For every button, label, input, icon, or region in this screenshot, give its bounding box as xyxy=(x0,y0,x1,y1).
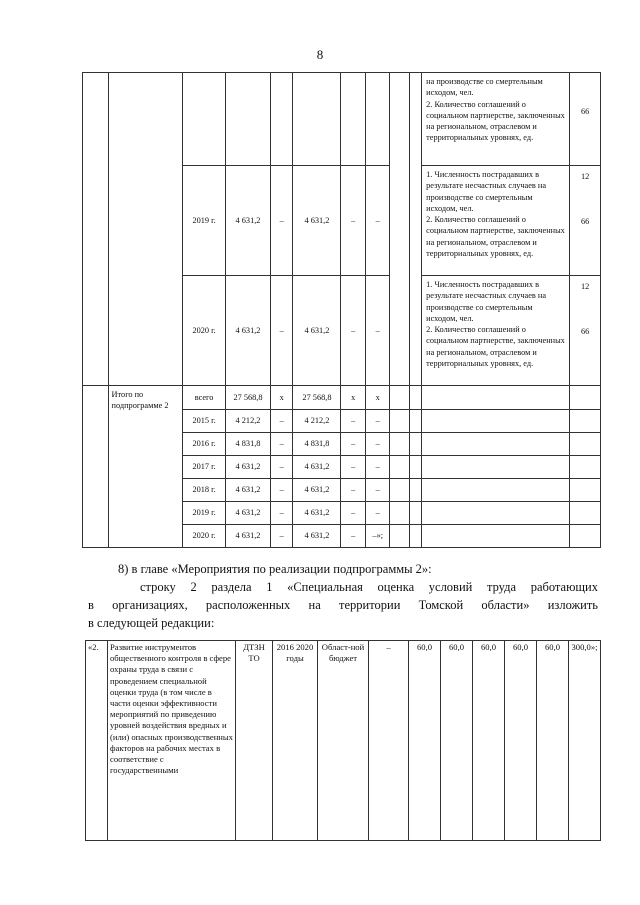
federal-cell: – xyxy=(270,525,292,548)
dash-cell: – xyxy=(369,641,409,841)
indicator-text: на производстве со смертельным исходом, чел. 2. Количество соглашений о социальном партнерстве, заключенных на региональном, отраслевом и территориальных уровнях, ед. xyxy=(422,73,570,166)
value-cell: 60,0 xyxy=(441,641,473,841)
total-cell: 4 631,2 xyxy=(226,502,271,525)
other-cell: – xyxy=(365,410,390,433)
total-cell: 4 631,2 xyxy=(226,276,271,386)
table-row xyxy=(86,641,601,841)
activity-name: Развитие инструментов общественного контроля в сфере охраны труда в связи с проведением специальной оценки труда (в том числе в части оценки эффективности мероприятий по приведению уровней воздействия вредных и (или) опасных производственных факторов на рабочих местах в соответствие с государственными xyxy=(108,641,236,841)
paragraph-chapter: 8) в главе «Мероприятия по реализации подпрограммы 2»: xyxy=(118,562,432,576)
indicator-text: 1. Численность пострадавших в результате несчастных случаев на производстве со смертельным исходом, чел. 2. Количество соглашений о социальном партнерстве, заключенных на региональном, отраслевом и территориальных уровнях, ед. xyxy=(422,276,570,386)
local-cell: – xyxy=(341,456,366,479)
federal-cell: – xyxy=(270,456,292,479)
federal-cell: – xyxy=(270,479,292,502)
total-label: Итого по подпрограмме 2 xyxy=(108,386,183,548)
value-cell: 60,0 xyxy=(409,641,441,841)
regional-cell: 4 631,2 xyxy=(293,479,341,502)
total-cell: 4 212,2 xyxy=(226,410,271,433)
other-cell: – xyxy=(365,276,390,386)
year-cell: всего xyxy=(183,386,226,410)
paragraph-line: в следующей редакции: xyxy=(88,616,215,630)
years: 2016 2020 годы xyxy=(273,641,318,841)
year-cell: 2015 г. xyxy=(183,410,226,433)
other-cell: – xyxy=(365,166,390,276)
total-cell: 4 631,2 xyxy=(226,166,271,276)
table-row xyxy=(83,386,601,410)
local-cell: х xyxy=(341,386,366,410)
other-cell: – xyxy=(365,433,390,456)
indicator-values xyxy=(570,166,601,276)
other-cell: х xyxy=(365,386,390,410)
local-cell: – xyxy=(341,166,366,276)
funding-source: Област-ной бюджет xyxy=(318,641,369,841)
federal-cell: – xyxy=(270,433,292,456)
local-cell: – xyxy=(341,433,366,456)
executor: ДТЗН ТО xyxy=(236,641,273,841)
row-number: «2. xyxy=(86,641,108,841)
other-cell: – xyxy=(365,456,390,479)
indicator-value-2: 66 xyxy=(580,217,590,227)
regional-cell: 4 631,2 xyxy=(293,525,341,548)
total-cell: 4 631,2 xyxy=(226,525,271,548)
year-cell: 2018 г. xyxy=(183,479,226,502)
local-cell: – xyxy=(341,276,366,386)
local-cell: – xyxy=(341,479,366,502)
year-cell: 2017 г. xyxy=(183,456,226,479)
federal-cell: – xyxy=(270,276,292,386)
paragraph-line: строку 2 раздела 1 «Специальная оценка условий труда работающих xyxy=(140,580,598,594)
page-number: 8 xyxy=(316,47,324,62)
indicator-value-1: 12 xyxy=(580,172,590,181)
table-row xyxy=(83,73,601,166)
paragraph-line: в организациях, расположенных на территории Томской области» изложить xyxy=(88,598,598,612)
indicator-value: 66 xyxy=(570,73,601,166)
value-cell: 300,0»; xyxy=(569,641,601,841)
year-cell: 2020 г. xyxy=(183,276,226,386)
total-cell: 4 831,8 xyxy=(226,433,271,456)
local-cell: – xyxy=(341,410,366,433)
indicator-values xyxy=(570,276,601,386)
local-cell: – xyxy=(341,525,366,548)
value-cell: 60,0 xyxy=(537,641,569,841)
regional-cell: 4 212,2 xyxy=(293,410,341,433)
other-cell: – xyxy=(365,479,390,502)
indicator-value-1: 12 xyxy=(580,282,590,291)
indicator-text: 1. Численность пострадавших в результате несчастных случаев на производстве со смертельным исходом, чел. 2. Количество соглашений о социальном партнерстве, заключенных на региональном, отраслевом и территориальных уровнях, ед. xyxy=(422,166,570,276)
year-cell: 2020 г. xyxy=(183,525,226,548)
funding-table xyxy=(82,72,601,548)
total-cell: 4 631,2 xyxy=(226,456,271,479)
other-cell: –»; xyxy=(365,525,390,548)
value-cell: 60,0 xyxy=(473,641,505,841)
other-cell: – xyxy=(365,502,390,525)
federal-cell: – xyxy=(270,166,292,276)
activity-table xyxy=(85,640,601,841)
value-cell: 60,0 xyxy=(505,641,537,841)
regional-cell: 4 631,2 xyxy=(293,166,341,276)
federal-cell: х xyxy=(270,386,292,410)
regional-cell: 4 631,2 xyxy=(293,276,341,386)
federal-cell: – xyxy=(270,502,292,525)
regional-cell: 4 631,2 xyxy=(293,456,341,479)
regional-cell: 27 568,8 xyxy=(293,386,341,410)
local-cell: – xyxy=(341,502,366,525)
federal-cell: – xyxy=(270,410,292,433)
regional-cell: 4 831,8 xyxy=(293,433,341,456)
year-cell: 2019 г. xyxy=(183,166,226,276)
indicator-value-2: 66 xyxy=(580,327,590,337)
regional-cell: 4 631,2 xyxy=(293,502,341,525)
year-cell: 2019 г. xyxy=(183,502,226,525)
total-cell: 27 568,8 xyxy=(226,386,271,410)
total-cell: 4 631,2 xyxy=(226,479,271,502)
year-cell: 2016 г. xyxy=(183,433,226,456)
